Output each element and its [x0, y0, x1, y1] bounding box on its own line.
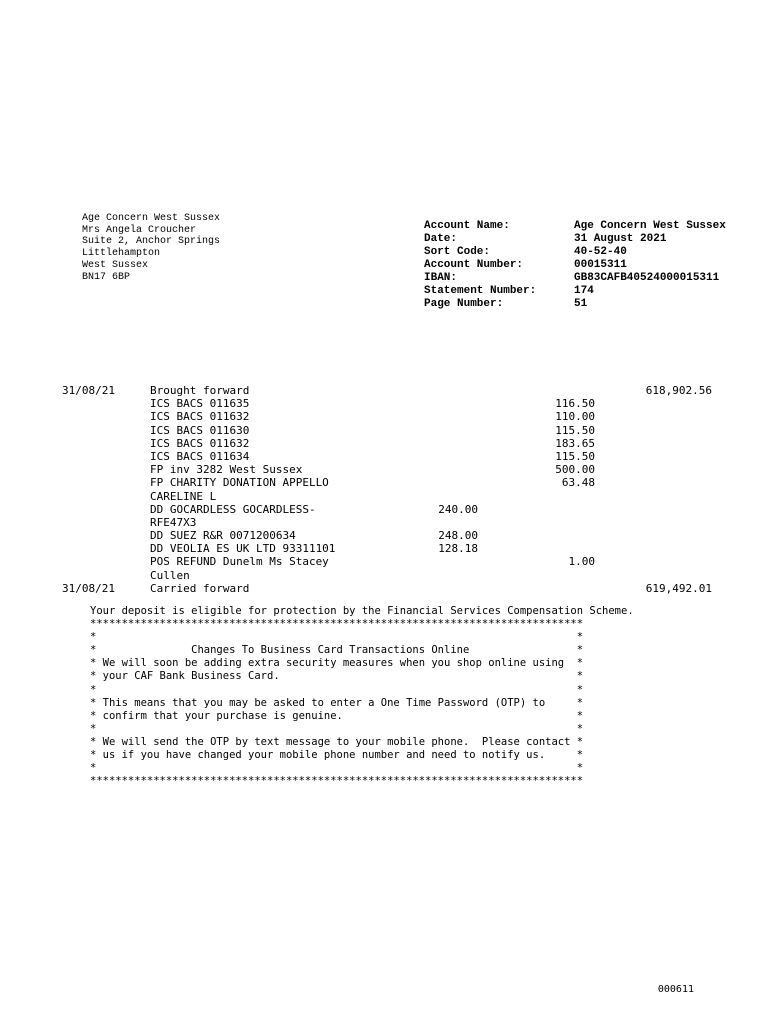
transaction-row: [0, 424, 768, 437]
account-detail-value: 40-52-40: [574, 246, 627, 258]
address-line: Littlehampton: [82, 248, 161, 260]
notice-line: * This means that you may be asked to enter a One Time Password (OTP) to *: [90, 696, 584, 709]
account-detail-label: Date:: [424, 233, 458, 245]
notice-line: * We will soon be adding extra security measures when you shop online using *: [90, 657, 584, 670]
transaction-credit: 1.00: [568, 555, 595, 569]
notice-box: [90, 605, 634, 788]
transaction-row: [0, 490, 768, 503]
page-code: 000611: [657, 984, 694, 995]
account-detail-value: 51: [574, 298, 588, 310]
transaction-credit: 110.00: [555, 410, 595, 424]
account-number-row: [424, 259, 726, 272]
address-line: Suite 2, Anchor Springs: [82, 236, 221, 248]
transaction-description: ICS BACS 011632: [150, 410, 250, 424]
transaction-description: ICS BACS 011630: [150, 423, 250, 437]
transaction-row: [0, 555, 768, 568]
transaction-description: Cullen: [150, 568, 190, 582]
transaction-description: POS REFUND Dunelm Ms Stacey: [150, 555, 329, 569]
transaction-row: [0, 529, 768, 542]
account-name-row: [424, 220, 726, 233]
transaction-description: DD GOCARDLESS GOCARDLESS-: [150, 502, 316, 516]
address-line: West Sussex: [82, 259, 149, 271]
address-line: BN17 6BP: [82, 271, 131, 283]
transaction-description: ICS BACS 011632: [150, 436, 250, 450]
page-number-row: [424, 298, 726, 311]
transaction-description: ICS BACS 011635: [150, 397, 250, 411]
transaction-credit: 115.50: [555, 423, 595, 437]
notice-line: * your CAF Bank Business Card. *: [90, 670, 584, 683]
notice-line: * *: [90, 631, 584, 644]
account-detail-label: Sort Code:: [424, 246, 491, 258]
account-detail-label: Account Number:: [424, 259, 524, 271]
transaction-balance: 619,492.01: [645, 581, 712, 595]
notice-line: * confirm that your purchase is genuine. *: [90, 709, 584, 722]
transaction-credit: 500.00: [555, 463, 595, 477]
transaction-debit: 128.18: [438, 542, 478, 556]
transaction-description: FP inv 3282 West Sussex: [150, 463, 303, 477]
notice-line: * us if you have changed your mobile phone number and need to notify us. *: [90, 749, 584, 762]
sort-code-row: [424, 246, 726, 259]
account-detail-value: 174: [574, 285, 594, 297]
notice-line: * We will send the OTP by text message to your mobile phone. Please contact *: [90, 735, 584, 748]
transaction-row: [0, 542, 768, 555]
notice-line: * *: [90, 762, 584, 775]
notice-line: * *: [90, 722, 584, 735]
transaction-row: [0, 384, 768, 397]
account-detail-label: IBAN:: [424, 272, 458, 284]
iban-row: [424, 272, 726, 285]
account-detail-label: Account Name:: [424, 220, 510, 232]
transaction-debit: 240.00: [438, 502, 478, 516]
transaction-description: DD VEOLIA ES UK LTD 93311101: [150, 542, 336, 556]
transaction-row: [0, 503, 768, 516]
account-detail-label: Page Number:: [424, 298, 504, 310]
transaction-description: DD SUEZ R&R 0071200634: [150, 529, 296, 543]
transaction-row: [0, 410, 768, 423]
transaction-credit: 116.50: [555, 397, 595, 411]
transaction-debit: 248.00: [438, 529, 478, 543]
transaction-description: ICS BACS 011634: [150, 449, 250, 463]
transaction-row: [0, 450, 768, 463]
transaction-description: Brought forward: [150, 384, 250, 397]
transaction-balance: 618,902.56: [645, 384, 712, 397]
address-line: Mrs Angela Croucher: [82, 224, 197, 236]
notice-line: * Changes To Business Card Transactions Online *: [90, 644, 584, 657]
transaction-description: Carried forward: [150, 581, 250, 595]
transaction-date: 31/08/21: [62, 384, 115, 397]
transaction-row: [0, 516, 768, 529]
address-line: Age Concern West Sussex: [82, 213, 221, 224]
transaction-row: [0, 476, 768, 489]
account-detail-value: GB83CAFB40524000015311: [574, 272, 720, 284]
transaction-credit: 115.50: [555, 449, 595, 463]
account-detail-value: 31 August 2021: [574, 233, 667, 245]
transaction-credit: 63.48: [561, 476, 595, 490]
transaction-description: CARELINE L: [150, 489, 217, 503]
recipient-address: [82, 213, 220, 283]
transaction-date: 31/08/21: [62, 581, 115, 595]
transaction-row: [0, 582, 768, 595]
notice-line: ******************************************************************************: [90, 775, 584, 788]
account-details: [424, 220, 726, 311]
transaction-credit: 183.65: [555, 436, 595, 450]
notice-line: * *: [90, 683, 584, 696]
transactions-table: [0, 384, 768, 595]
transaction-description: RFE47X3: [150, 515, 197, 529]
notice-line: ******************************************************************************: [90, 618, 584, 631]
transaction-row: [0, 397, 768, 410]
transaction-row: [0, 569, 768, 582]
transaction-description: FP CHARITY DONATION APPELLO: [150, 476, 329, 490]
account-detail-label: Statement Number:: [424, 285, 537, 297]
fscs-notice: Your deposit is eligible for protection by the Financial Services Compensation Scheme.: [90, 605, 634, 617]
statement-number-row: [424, 285, 726, 298]
account-detail-value: 00015311: [574, 259, 627, 271]
account-detail-value: Age Concern West Sussex: [574, 220, 726, 232]
transaction-row: [0, 463, 768, 476]
date-row: [424, 233, 726, 246]
transaction-row: [0, 437, 768, 450]
